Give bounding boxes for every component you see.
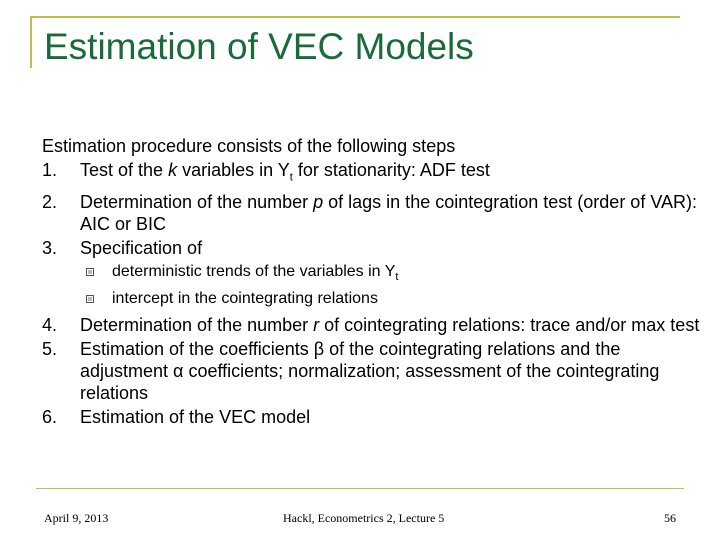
footer-divider	[36, 488, 684, 489]
step-var: r	[313, 314, 320, 335]
step-4	[42, 314, 702, 336]
step-var: k	[168, 160, 178, 180]
subitem-subscript: t	[395, 270, 399, 283]
step-text-post: of lags in the cointegration test (order of VAR): AIC or BIC	[80, 191, 697, 234]
step-text-pre: Test of the	[80, 160, 169, 180]
step-number: 3.	[42, 237, 58, 258]
footer-course: Hackl, Econometrics 2, Lecture 5	[283, 511, 445, 525]
subitem-text: deterministic trends of the variables in Y	[112, 262, 396, 280]
step-subscript: t	[289, 171, 293, 184]
step-1	[42, 159, 702, 189]
step-text-pre: Determination of the number	[80, 314, 314, 335]
square-bullet-icon	[86, 295, 94, 303]
step-number: 4.	[42, 314, 58, 335]
subitem-2	[42, 288, 702, 310]
step-number: 2.	[42, 191, 58, 212]
step-number: 6.	[42, 406, 58, 427]
slide-content	[42, 135, 702, 430]
step-var: p	[313, 191, 324, 212]
subitem-1	[42, 261, 702, 288]
step-text-post: for stationarity: ADF test	[292, 160, 490, 180]
step-text-pre: Determination of the number	[80, 191, 314, 212]
step-2	[42, 191, 702, 235]
step-5	[42, 338, 702, 404]
footer-date: April 9, 2013	[44, 511, 109, 525]
step-text: Specification of	[80, 237, 203, 258]
step-text-mid: variables in Y	[177, 160, 290, 180]
footer-page-number: 56	[664, 511, 676, 525]
step-text-post: of cointegrating relations: trace and/or max test	[319, 314, 700, 335]
step-number: 1.	[42, 160, 58, 180]
step-text: Estimation of the VEC model	[80, 406, 311, 427]
step-text: Estimation of the coefficients β of the cointegrating relations and the adjustment α coefficients; normalization; assessment of the cointegrating relations	[80, 338, 660, 403]
step-6	[42, 406, 702, 428]
step-number: 5.	[42, 338, 58, 359]
subitem-text: intercept in the cointegrating relations	[112, 289, 378, 307]
square-bullet-icon	[86, 268, 94, 276]
step-3	[42, 237, 702, 259]
slide-title: Estimation of VEC Models	[44, 26, 474, 67]
intro-text: Estimation procedure consists of the following steps	[42, 136, 456, 156]
